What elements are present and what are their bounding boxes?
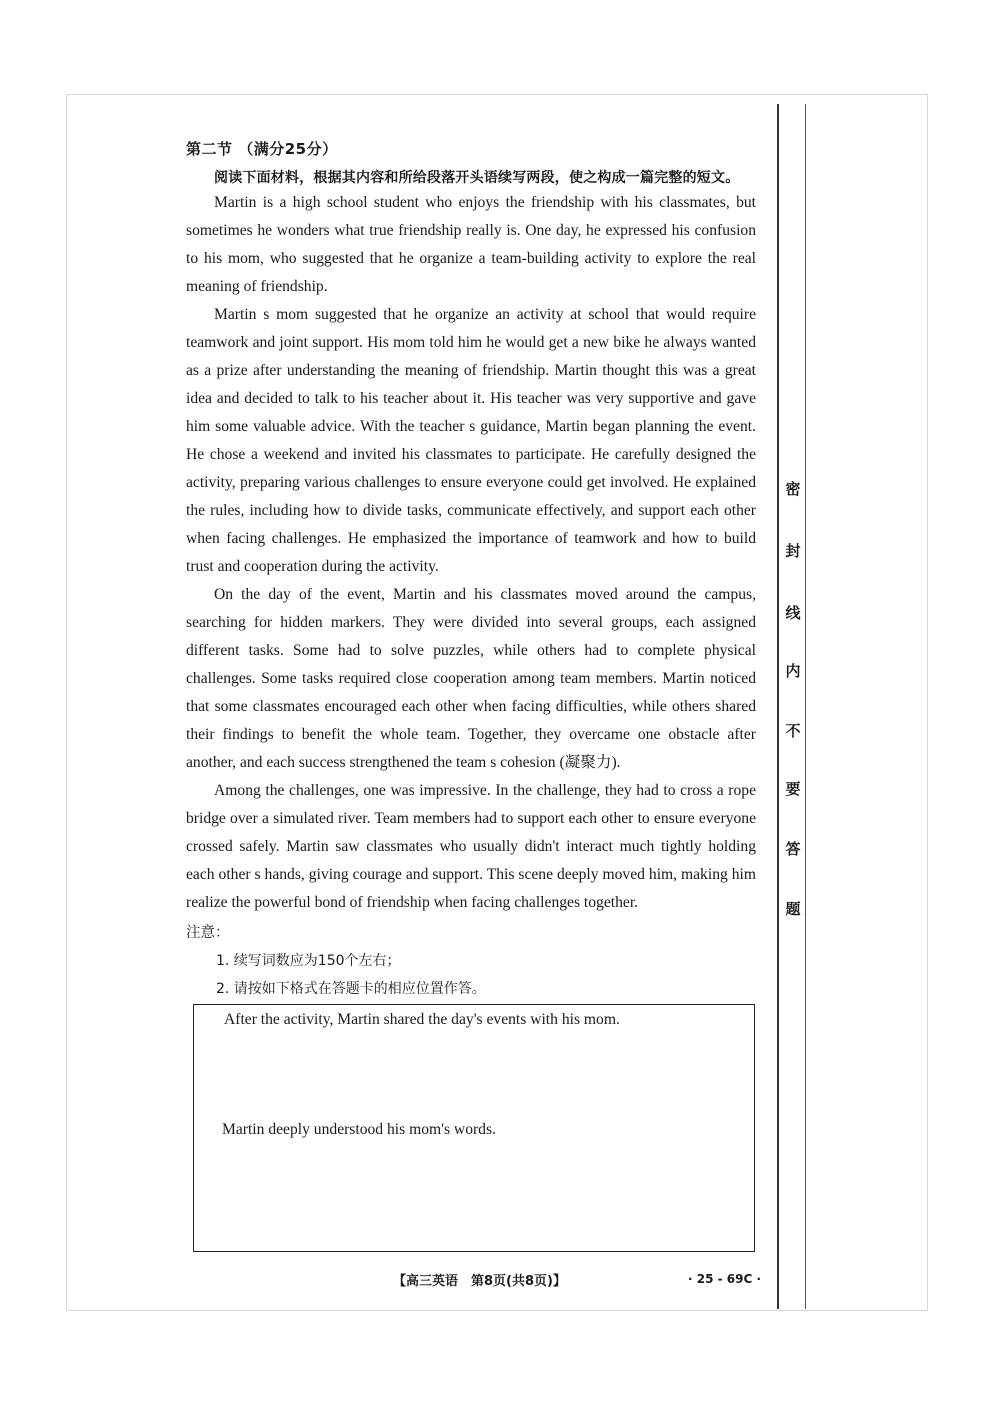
binding-char-8: 题 [785,900,801,918]
notes-title: 注意： [186,925,230,941]
answer-format-box [193,1004,755,1252]
passage-paragraph-2: Martin s mom suggested that he organize an activity at school that would require teamwork and joint support. His mom told him he would get a new bike he always wanted as a prize after understanding the meaning of friendship. Martin thought this was a great idea and decided to talk to his teacher about it. His teacher was very supportive and gave him some valuable advice. With the teacher s guidance, Martin began planning the event. He chose a weekend and invited his classmates to participate. He carefully designed the activity, preparing various challenges to ensure everyone could get involved. He explained the rules, including how to divide tasks, communicate effectively, and support each other when facing challenges. He emphasized the importance of teamwork and how to build trust and cooperation during the activity. [186,306,756,575]
passage-paragraph-4: Among the challenges, one was impressive. In the challenge, they had to cross a rope bridge over a simulated river. Team members had to support each other to ensure everyone crossed safely. Martin saw classmates who usually didn't interact much tightly holding each other s hands, giving courage and support. This scene deeply moved him, making him realize the powerful bond of friendship when facing challenges together. [186,782,756,911]
binding-line-outer [777,104,779,1309]
paragraph-opening-1: After the activity, Martin shared the day's events with his mom. [224,1011,620,1028]
binding-char-3: 线 [785,604,801,622]
binding-char-5: 不 [785,722,801,740]
passage-paragraph-3: On the day of the event, Martin and his classmates moved around the campus, searching for hidden markers. They were divided into several groups, each assigned different tasks. Some had to solve puzzles, while others had to complete physical challenges. Some tasks required close cooperation among team members. Martin noticed that some classmates encouraged each other when facing difficulties, while others shared their findings to benefit the whole team. Together, they overcame one obstacle after another, and each success strengthened the team s cohesion (凝聚力). [186,586,756,771]
passage-paragraph-1: Martin is a high school student who enjoys the friendship with his classmates, but sometimes he wonders what true friendship really is. One day, he expressed his confusion to his mom, who suggested that he organize a team-building activity to explore the real meaning of friendship. [186,194,756,295]
section-instruction: 阅读下面材料，根据其内容和所给段落开头语续写两段，使之构成一篇完整的短文。 [214,170,740,186]
binding-char-2: 封 [785,542,801,560]
page-footer-code: · 25 - 69C · [688,1272,762,1286]
main-content [186,136,756,1003]
paragraph-opening-2: Martin deeply understood his mom's words. [222,1121,496,1138]
note-item-2: 2. 请按如下格式在答题卡的相应位置作答。 [216,981,486,997]
page-footer-label: 【高三英语 第8页(共8页)】 [393,1274,566,1289]
binding-line-inner [805,104,806,1309]
binding-char-7: 答 [785,840,801,858]
binding-char-1: 密 [785,480,801,498]
section-title: 第二节 （满分25分） [186,140,338,158]
binding-char-6: 要 [785,780,801,798]
binding-char-4: 内 [785,662,801,680]
note-item-1: 1. 续写词数应为150个左右； [216,953,401,969]
